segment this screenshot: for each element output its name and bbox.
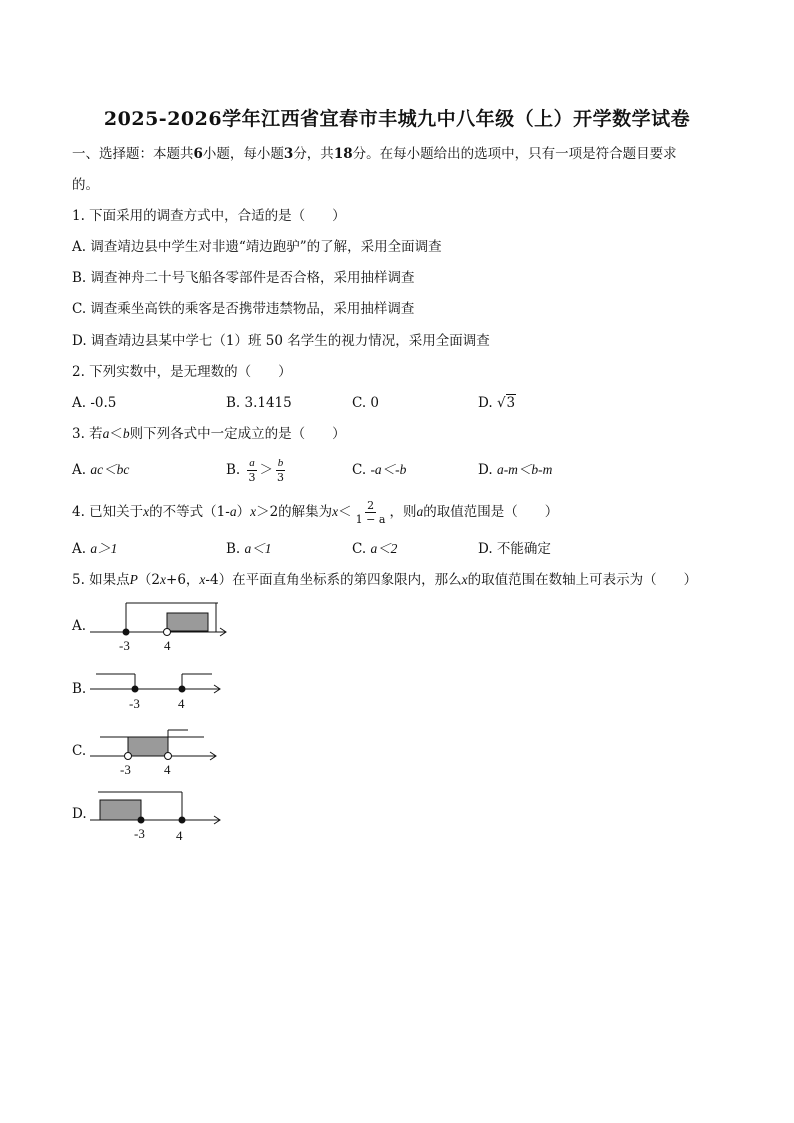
- question-5-option-c-label: C.: [72, 743, 87, 759]
- question-2-option-d: D. √3: [478, 395, 516, 411]
- question-4-option-a: A. a＞1: [72, 541, 118, 557]
- closed-point: [179, 686, 186, 693]
- question-4-stem: 4. 已知关于x的不等式（1-a）x＞2的解集为x＜ $\frac{2}{1 - a}$ ，则a的取值范围是（ ）: [72, 499, 559, 526]
- question-3-option-c: C. -a＜-b: [352, 462, 407, 478]
- open-point: [164, 629, 171, 636]
- question-5-option-d-numberline: [88, 784, 238, 842]
- question-3-option-a: A. ac＜bc: [72, 462, 130, 478]
- question-1-stem: 1. 下面采用的调查方式中，合适的是（ ）: [72, 208, 346, 224]
- tick-label-left: -3: [134, 826, 145, 841]
- question-5-stem: 5. 如果点P（2x+6，x-4）在平面直角坐标系的第四象限内，那么x的取值范围在数轴上可表示为（ ）: [72, 572, 698, 588]
- tick-label-right: 4: [164, 762, 171, 777]
- question-5-option-c-numberline: [88, 722, 238, 780]
- question-4-option-b: B. a＜1: [226, 541, 272, 557]
- shaded-region: [167, 613, 208, 631]
- tick-label-right: 4: [178, 696, 185, 711]
- tick-label-right: 4: [164, 638, 171, 653]
- question-4-option-d: D. 不能确定: [478, 541, 551, 557]
- question-5-option-a-numberline: [88, 598, 238, 656]
- question-2-stem: 2. 下列实数中，是无理数的（ ）: [72, 364, 292, 380]
- closed-point: [123, 629, 130, 636]
- question-5-option-b-label: B.: [72, 681, 87, 697]
- question-2-option-a: A. -0.5: [72, 395, 117, 411]
- question-2-option-c: C. 0: [352, 395, 380, 411]
- question-1-option-d: D. 调查靖边县某中学七（1）班 50 名学生的视力情况，采用全面调查: [72, 333, 490, 349]
- question-4-option-c: C. a＜2: [352, 541, 398, 557]
- question-5-option-b-numberline: [88, 664, 238, 716]
- fraction: $\frac{a}{3}$: [248, 457, 256, 484]
- section-header-cont: 的。: [72, 177, 99, 193]
- page-title: 2025-2026学年江西省宜春市丰城九中八年级（上）开学数学试卷: [103, 108, 691, 130]
- question-1-option-a: A. 调查靖边县中学生对非遗“靖边跑驴”的了解，采用全面调查: [72, 239, 442, 255]
- tick-label-left: -3: [119, 638, 130, 653]
- tick-label-left: -3: [120, 762, 131, 777]
- question-3-option-b: B. $\frac{a}{3}$ ＞ $\frac{b}{3}$: [226, 457, 285, 484]
- section-header: 一、选择题：本题共6小题，每小题3分，共18分。在每小题给出的选项中，只有一项是符合题目要求: [72, 146, 677, 162]
- question-5-option-d-label: D.: [72, 806, 87, 822]
- question-5-option-a-label: A.: [72, 618, 87, 634]
- question-1-option-c: C. 调查乘坐高铁的乘客是否携带违禁物品，采用抽样调查: [72, 301, 415, 317]
- closed-point: [179, 817, 186, 824]
- fraction: $\frac{b}{3}$: [277, 457, 285, 484]
- question-1-option-b: B. 调查神舟二十号飞船各零部件是否合格，采用抽样调查: [72, 270, 415, 286]
- closed-point: [138, 817, 145, 824]
- tick-label-right: 4: [176, 828, 183, 842]
- question-3-option-d: D. a-m＜b-m: [478, 462, 553, 478]
- open-point: [125, 753, 132, 760]
- fraction: $\frac{2}{1 - a}$: [355, 499, 386, 526]
- sqrt-symbol: √3: [496, 395, 516, 411]
- question-3-stem: 3. 若a＜b则下列各式中一定成立的是（ ）: [72, 426, 346, 442]
- shaded-region: [128, 737, 168, 756]
- open-point: [165, 753, 172, 760]
- closed-point: [132, 686, 139, 693]
- tick-label-left: -3: [129, 696, 140, 711]
- shaded-region: [100, 800, 141, 820]
- question-2-option-b: B. 3.1415: [226, 395, 292, 411]
